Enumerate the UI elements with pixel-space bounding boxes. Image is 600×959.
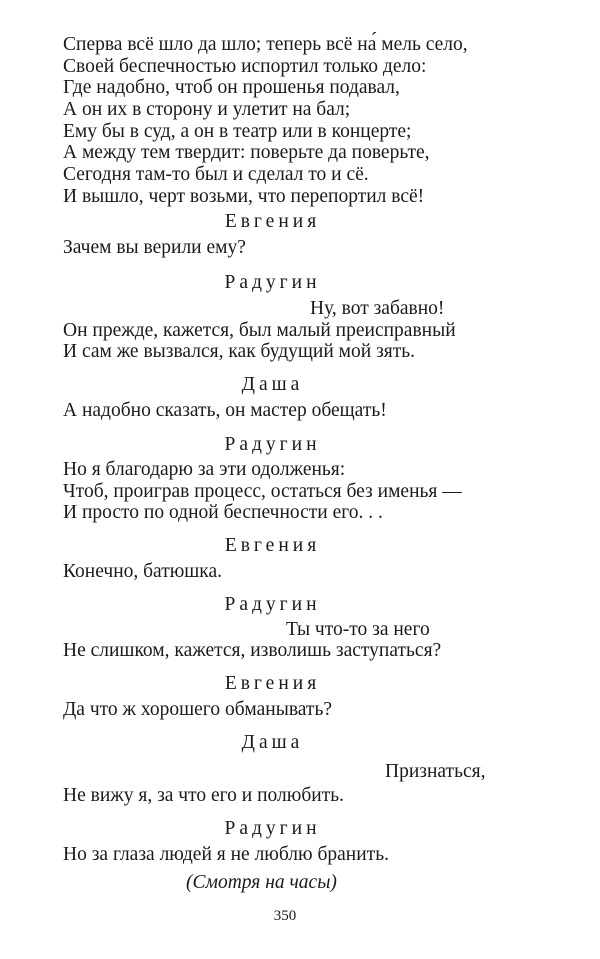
verse-line: Где надобно, чтоб он прошенья подавал, — [63, 77, 400, 98]
verse-line: А надобно сказать, он мастер обещать! — [63, 400, 387, 421]
verse-line: Ему бы в суд, а он в театр или в концерте; — [63, 121, 412, 142]
verse-line: Признаться, — [385, 761, 486, 782]
verse-line: Конечно, батюшка. — [63, 561, 223, 582]
verse-line: Не слишком, кажется, изволишь заступаться? — [63, 640, 442, 661]
verse-line: Сегодня там-то был и сделал то и сё. — [63, 164, 369, 185]
stage-direction: (Смотря на часы) — [186, 872, 337, 893]
speaker-name: Радугин — [224, 272, 321, 293]
speaker-name: Даша — [241, 374, 304, 395]
speaker-name: Даша — [241, 732, 304, 753]
verse-line: Ты что-то за него — [286, 619, 430, 640]
verse-line: Своей беспечностью испортил только дело: — [63, 56, 427, 77]
speaker-name: Евгения — [224, 673, 321, 694]
speaker-name: Радугин — [224, 818, 321, 839]
verse-line: Не вижу я, за что его и полюбить. — [63, 785, 344, 806]
speaker-name: Радугин — [224, 594, 321, 615]
verse-line: И просто по одной беспечности его. . . — [63, 502, 383, 523]
verse-line: А между тем твердит: поверьте да поверьте, — [63, 142, 430, 163]
speaker-name: Радугин — [224, 434, 321, 455]
verse-line: И сам же вызвался, как будущий мой зять. — [63, 341, 416, 362]
verse-line: Сперва всё шло да шло; теперь всё на́ мель село, — [63, 34, 468, 55]
verse-line: А он их в сторону и улетит на бал; — [63, 99, 351, 120]
verse-line: Но я благодарю за эти одолженья: — [63, 459, 346, 480]
verse-line: Зачем вы верили ему? — [63, 237, 246, 258]
speaker-name: Евгения — [224, 535, 321, 556]
page-number: 350 — [273, 908, 297, 924]
speaker-name: Евгения — [224, 211, 321, 232]
verse-line: И вышло, черт возьми, что перепортил всё! — [63, 186, 425, 207]
verse-line: Да что ж хорошего обманывать? — [63, 699, 332, 720]
verse-line: Чтоб, проиграв процесс, остаться без именья — — [63, 481, 462, 502]
verse-line: Он прежде, кажется, был малый преисправный — [63, 320, 456, 341]
verse-line: Но за глаза людей я не люблю бранить. — [63, 844, 389, 865]
verse-line: Ну, вот забавно! — [310, 298, 445, 319]
